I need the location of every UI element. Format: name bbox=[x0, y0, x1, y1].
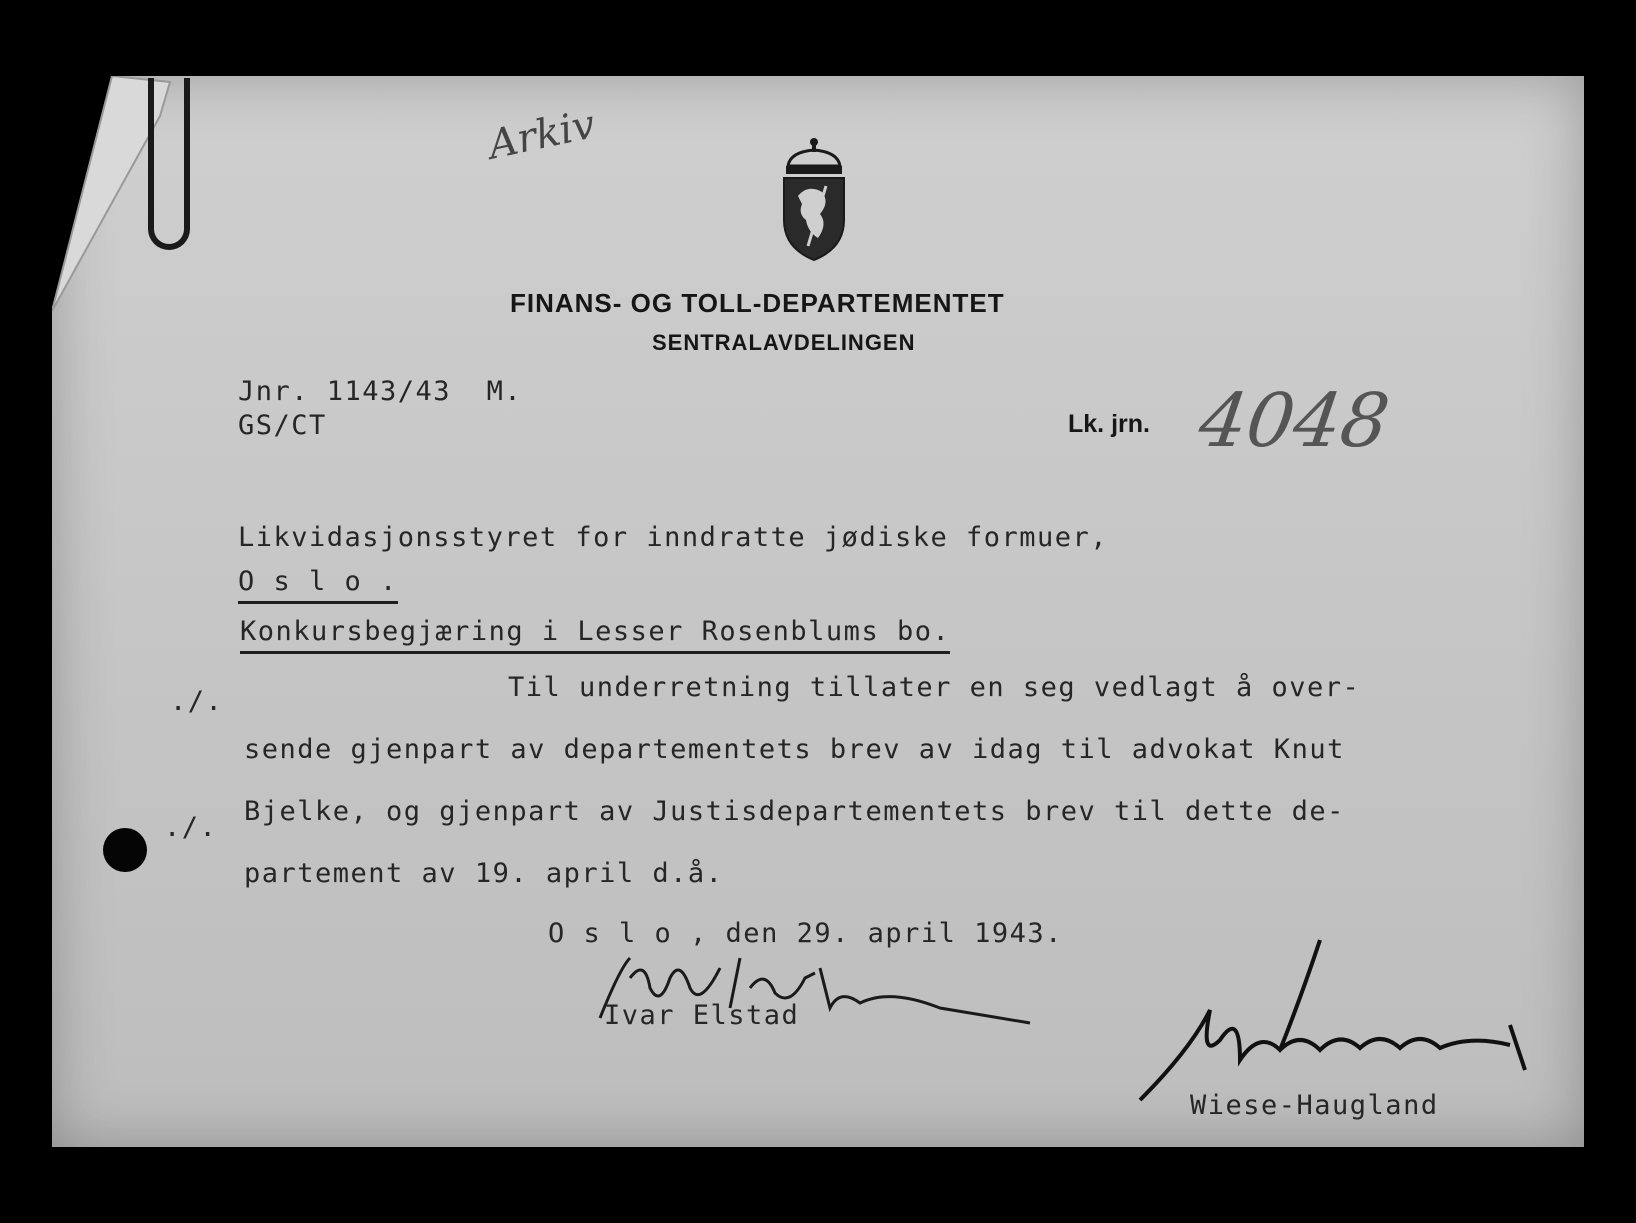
signatory-name: Ivar Elstad bbox=[604, 1000, 800, 1031]
body-line: Til underretning tillater en seg vedlagt å over- bbox=[508, 672, 1361, 703]
initials: GS/CT bbox=[238, 410, 327, 441]
enclosure-mark: ./. bbox=[164, 812, 218, 843]
enclosure-mark: ./. bbox=[170, 686, 224, 717]
archive-annotation: Arkiv bbox=[484, 101, 600, 169]
recipient-name: Likvidasjonsstyret for inndratte jødiske formuer, bbox=[238, 522, 1109, 553]
body-line: sende gjenpart av departementets brev av idag til advokat Knut bbox=[244, 734, 1345, 765]
dateline: O s l o , den 29. april 1943. bbox=[548, 918, 1063, 949]
signatory-name: Wiese-Haugland bbox=[1190, 1090, 1439, 1121]
department-name: FINANS- OG TOLL-DEPARTEMENTET bbox=[510, 288, 1005, 318]
stamp-label: Lk. jrn. bbox=[1068, 410, 1150, 438]
signature-wiese-haugland bbox=[1130, 930, 1570, 1110]
stamp-number: 4048 bbox=[1193, 378, 1395, 464]
division-name: SENTRALAVDELINGEN bbox=[652, 330, 916, 355]
journal-number: Jnr. 1143/43 M. bbox=[238, 376, 523, 407]
body-line: Bjelke, og gjenpart av Justisdepartementets brev til dette de- bbox=[244, 796, 1345, 827]
norwegian-coat-of-arms-icon bbox=[778, 136, 850, 262]
subject-line: Konkursbegjæring i Lesser Rosenblums bo. bbox=[240, 616, 950, 654]
punch-hole bbox=[103, 828, 147, 872]
recipient-city: O s l o . bbox=[238, 566, 398, 604]
paper-clip-icon bbox=[148, 78, 190, 250]
body-line: partement av 19. april d.å. bbox=[244, 858, 724, 889]
